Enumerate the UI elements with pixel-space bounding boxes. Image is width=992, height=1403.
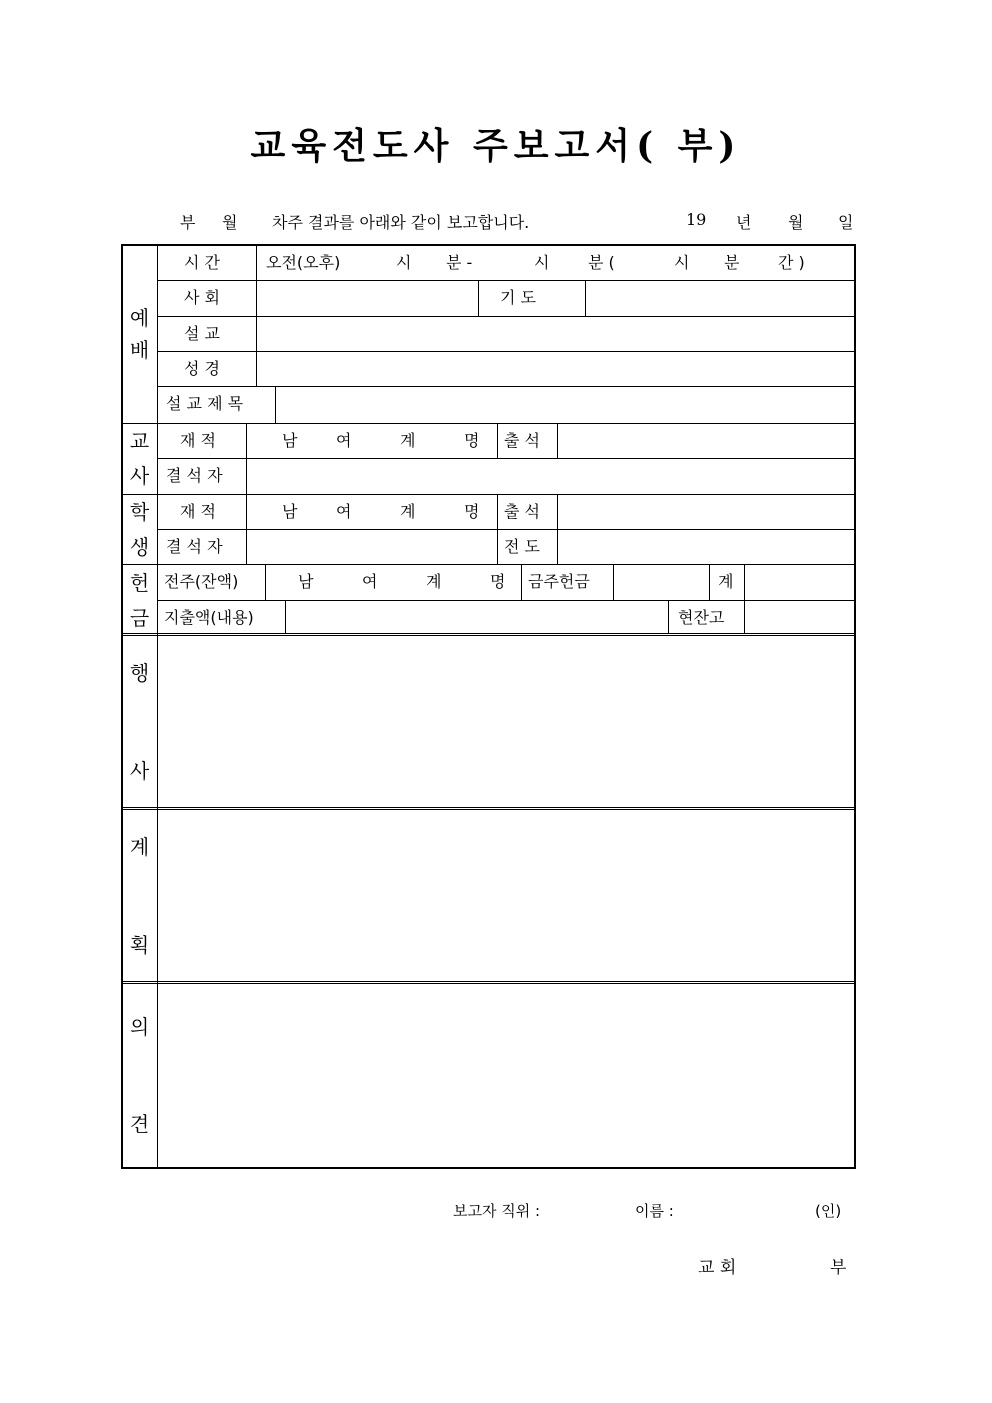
students-female: 여: [336, 502, 352, 521]
plan-side-label-2: 획: [129, 933, 150, 957]
opinion-side-label-2: 견: [129, 1112, 150, 1136]
section-line: [122, 423, 855, 424]
col-line: [285, 600, 286, 634]
report-form-frame: [121, 244, 856, 1169]
intro-year: 19: [686, 210, 707, 229]
col-line: [521, 564, 522, 600]
col-line: [613, 564, 614, 600]
sermon-title-label: 설 교 제 목: [166, 394, 244, 413]
teachers-enrolled-label: 재 적: [180, 431, 216, 450]
col-line: [585, 280, 586, 316]
church-label: 교 회: [698, 1258, 737, 1278]
reporter-position-label: 보고자 직위 :: [453, 1202, 541, 1220]
teachers-male: 남: [282, 431, 298, 450]
section-double-line: [122, 981, 855, 984]
time-min-end: 분 (: [588, 253, 615, 272]
students-male: 남: [282, 502, 298, 521]
time-min-duration: 분: [724, 253, 740, 272]
time-duration-end: 간 ): [778, 253, 805, 272]
seal-label: (인): [815, 1202, 842, 1220]
col-line: [668, 600, 669, 634]
offering-expense-label: 지출액(내용): [164, 608, 254, 627]
plan-side-label-1: 계: [129, 835, 150, 859]
time-ampm: 오전(오후): [266, 253, 341, 272]
host-label: 사 회: [184, 288, 220, 307]
teachers-attend-label: 출 석: [504, 431, 540, 450]
intro-month2: 월: [788, 213, 804, 232]
offering-side-label-2: 금: [129, 606, 150, 630]
section-line: [122, 494, 855, 495]
offering-male: 남: [298, 572, 314, 591]
side-column-divider: [157, 245, 158, 1168]
teachers-absent-label: 결 석 자: [166, 466, 223, 485]
prayer-label: 기 도: [500, 288, 536, 307]
students-people: 명: [464, 502, 480, 521]
intro-text: 차주 결과를 아래와 같이 보고합니다.: [272, 213, 530, 232]
col-line: [709, 564, 710, 600]
intro-year-unit: 년: [736, 213, 752, 232]
offering-total: 계: [426, 572, 442, 591]
row-line: [158, 458, 855, 459]
col-line: [478, 280, 479, 316]
time-hour-start: 시: [396, 253, 412, 272]
opinion-side-label-1: 의: [129, 1015, 150, 1039]
col-line: [557, 494, 558, 564]
col-line: [497, 423, 498, 458]
students-total: 계: [400, 502, 416, 521]
col-line: [744, 564, 745, 634]
section-double-line: [122, 807, 855, 810]
time-label: 시 간: [184, 253, 220, 272]
events-side-label-2: 사: [129, 759, 150, 783]
col-line: [246, 423, 247, 564]
time-min-start: 분 -: [446, 253, 473, 272]
offering-sum-label: 계: [718, 572, 734, 591]
students-enrolled-label: 재 적: [180, 502, 216, 521]
scripture-label: 성 경: [184, 359, 220, 378]
teachers-total: 계: [400, 431, 416, 450]
students-side-label-1: 학: [129, 500, 150, 524]
intro-month: 월: [222, 213, 238, 232]
teachers-female: 여: [336, 431, 352, 450]
time-hour-duration: 시: [674, 253, 690, 272]
offering-side-label-1: 헌: [129, 571, 150, 595]
worship-side-label-2: 배: [129, 338, 150, 362]
offering-female: 여: [362, 572, 378, 591]
offering-people: 명: [490, 572, 506, 591]
teachers-side-label-2: 사: [129, 464, 150, 488]
row-line: [158, 600, 855, 601]
col-line: [275, 386, 276, 423]
page-title: 교육전도사 주보고서( 부): [250, 125, 742, 167]
col-line: [497, 494, 498, 564]
students-attend-label: 출 석: [504, 502, 540, 521]
sermon-label: 설 교: [184, 324, 220, 343]
col-line: [265, 564, 266, 600]
church-dept-label: 부: [830, 1258, 847, 1278]
row-line: [158, 386, 855, 387]
col-line: [256, 245, 257, 386]
offering-this-week-label: 금주헌금: [528, 572, 590, 591]
offering-balance-label: 현잔고: [678, 608, 725, 627]
students-evangelism-label: 전 도: [504, 537, 540, 556]
students-side-label-2: 생: [129, 535, 150, 559]
intro-day: 일: [838, 213, 854, 232]
teachers-side-label-1: 교: [129, 429, 150, 453]
col-line: [557, 423, 558, 458]
worship-side-label-1: 예: [129, 306, 150, 330]
row-line: [158, 351, 855, 352]
teachers-people: 명: [464, 431, 480, 450]
intro-dept: 부: [180, 213, 196, 232]
students-absent-label: 결 석 자: [166, 537, 223, 556]
events-side-label-1: 행: [129, 661, 150, 685]
time-hour-end: 시: [534, 253, 550, 272]
reporter-name-label: 이름 :: [635, 1202, 674, 1220]
row-line: [158, 316, 855, 317]
offering-prev-label: 전주(잔액): [164, 572, 239, 591]
